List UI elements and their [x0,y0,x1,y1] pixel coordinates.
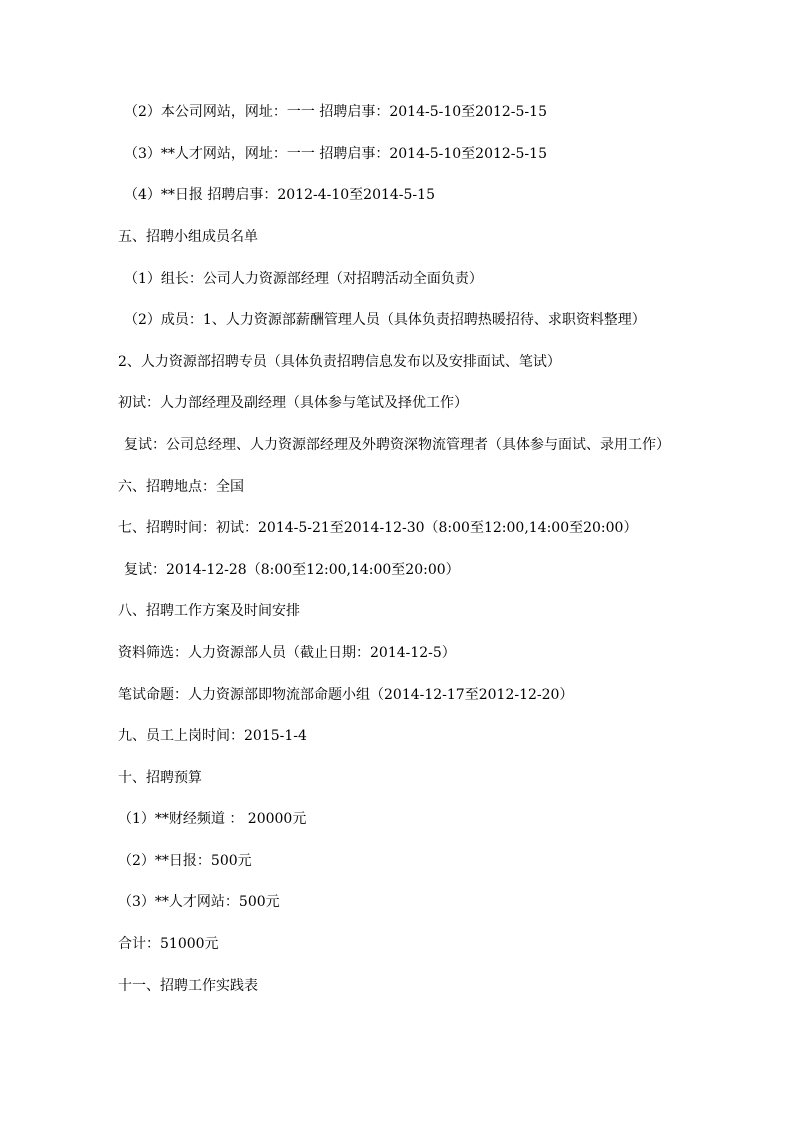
team-member-item-2: 2、人力资源部招聘专员（具体负责招聘信息发布以及安排面试、笔试） [118,354,561,370]
section-heading-time: 七、招聘时间：初试：2014-5-21至2014-12-30（8:00至12:00,14:00至20:00） [118,520,638,536]
section-heading-plan: 八、招聘工作方案及时间安排 [118,603,300,619]
second-interview-time: 复试：2014-12-28（8:00至12:00,14:00至20:00） [124,562,460,578]
section-heading-location: 六、招聘地点：全国 [118,479,244,495]
section-heading-team-members: 五、招聘小组成员名单 [118,229,258,245]
section-heading-schedule-table: 十一、招聘工作实践表 [118,978,258,994]
second-interview-team: 复试：公司总经理、人力资源部经理及外聘资深物流管理者（具体参与面试、录用工作） [124,437,670,453]
plan-item-exam: 笔试命题：人力资源部即物流部命题小组（2014-12-17至2012-12-20） [118,687,574,703]
team-leader-item: （1）组长：公司人力资源部经理（对招聘活动全面负责） [124,271,483,287]
budget-item-daily-paper: （2）**日报：500元 [118,853,252,869]
plan-item-screening: 资料筛选：人力资源部人员（截止日期：2014-12-5） [118,645,456,661]
publish-channel-daily-paper: （4）**日报 招聘启事：2012-4-10至2014-5-15 [124,187,435,203]
section-heading-budget: 十、招聘预算 [118,770,202,786]
team-member-item-1: （2）成员：1、人力资源部薪酬管理人员（具体负责招聘热暖招待、求职资料整理） [124,312,646,328]
budget-item-talent-website: （3）**人才网站：500元 [118,894,280,910]
publish-channel-company-website: （2）本公司网站，网址：一一 招聘启事：2014-5-10至2012-5-15 [124,104,547,120]
section-heading-start-date: 九、员工上岗时间：2015-1-4 [118,728,307,744]
publish-channel-talent-website: （3）**人才网站，网址：一一 招聘启事：2014-5-10至2012-5-15 [124,146,547,162]
first-interview-team: 初试：人力部经理及副经理（具体参与笔试及择优工作） [118,395,468,411]
budget-item-finance-channel: （1）**财经频道 ： 20000元 [118,811,307,827]
budget-total: 合计：51000元 [118,936,219,952]
